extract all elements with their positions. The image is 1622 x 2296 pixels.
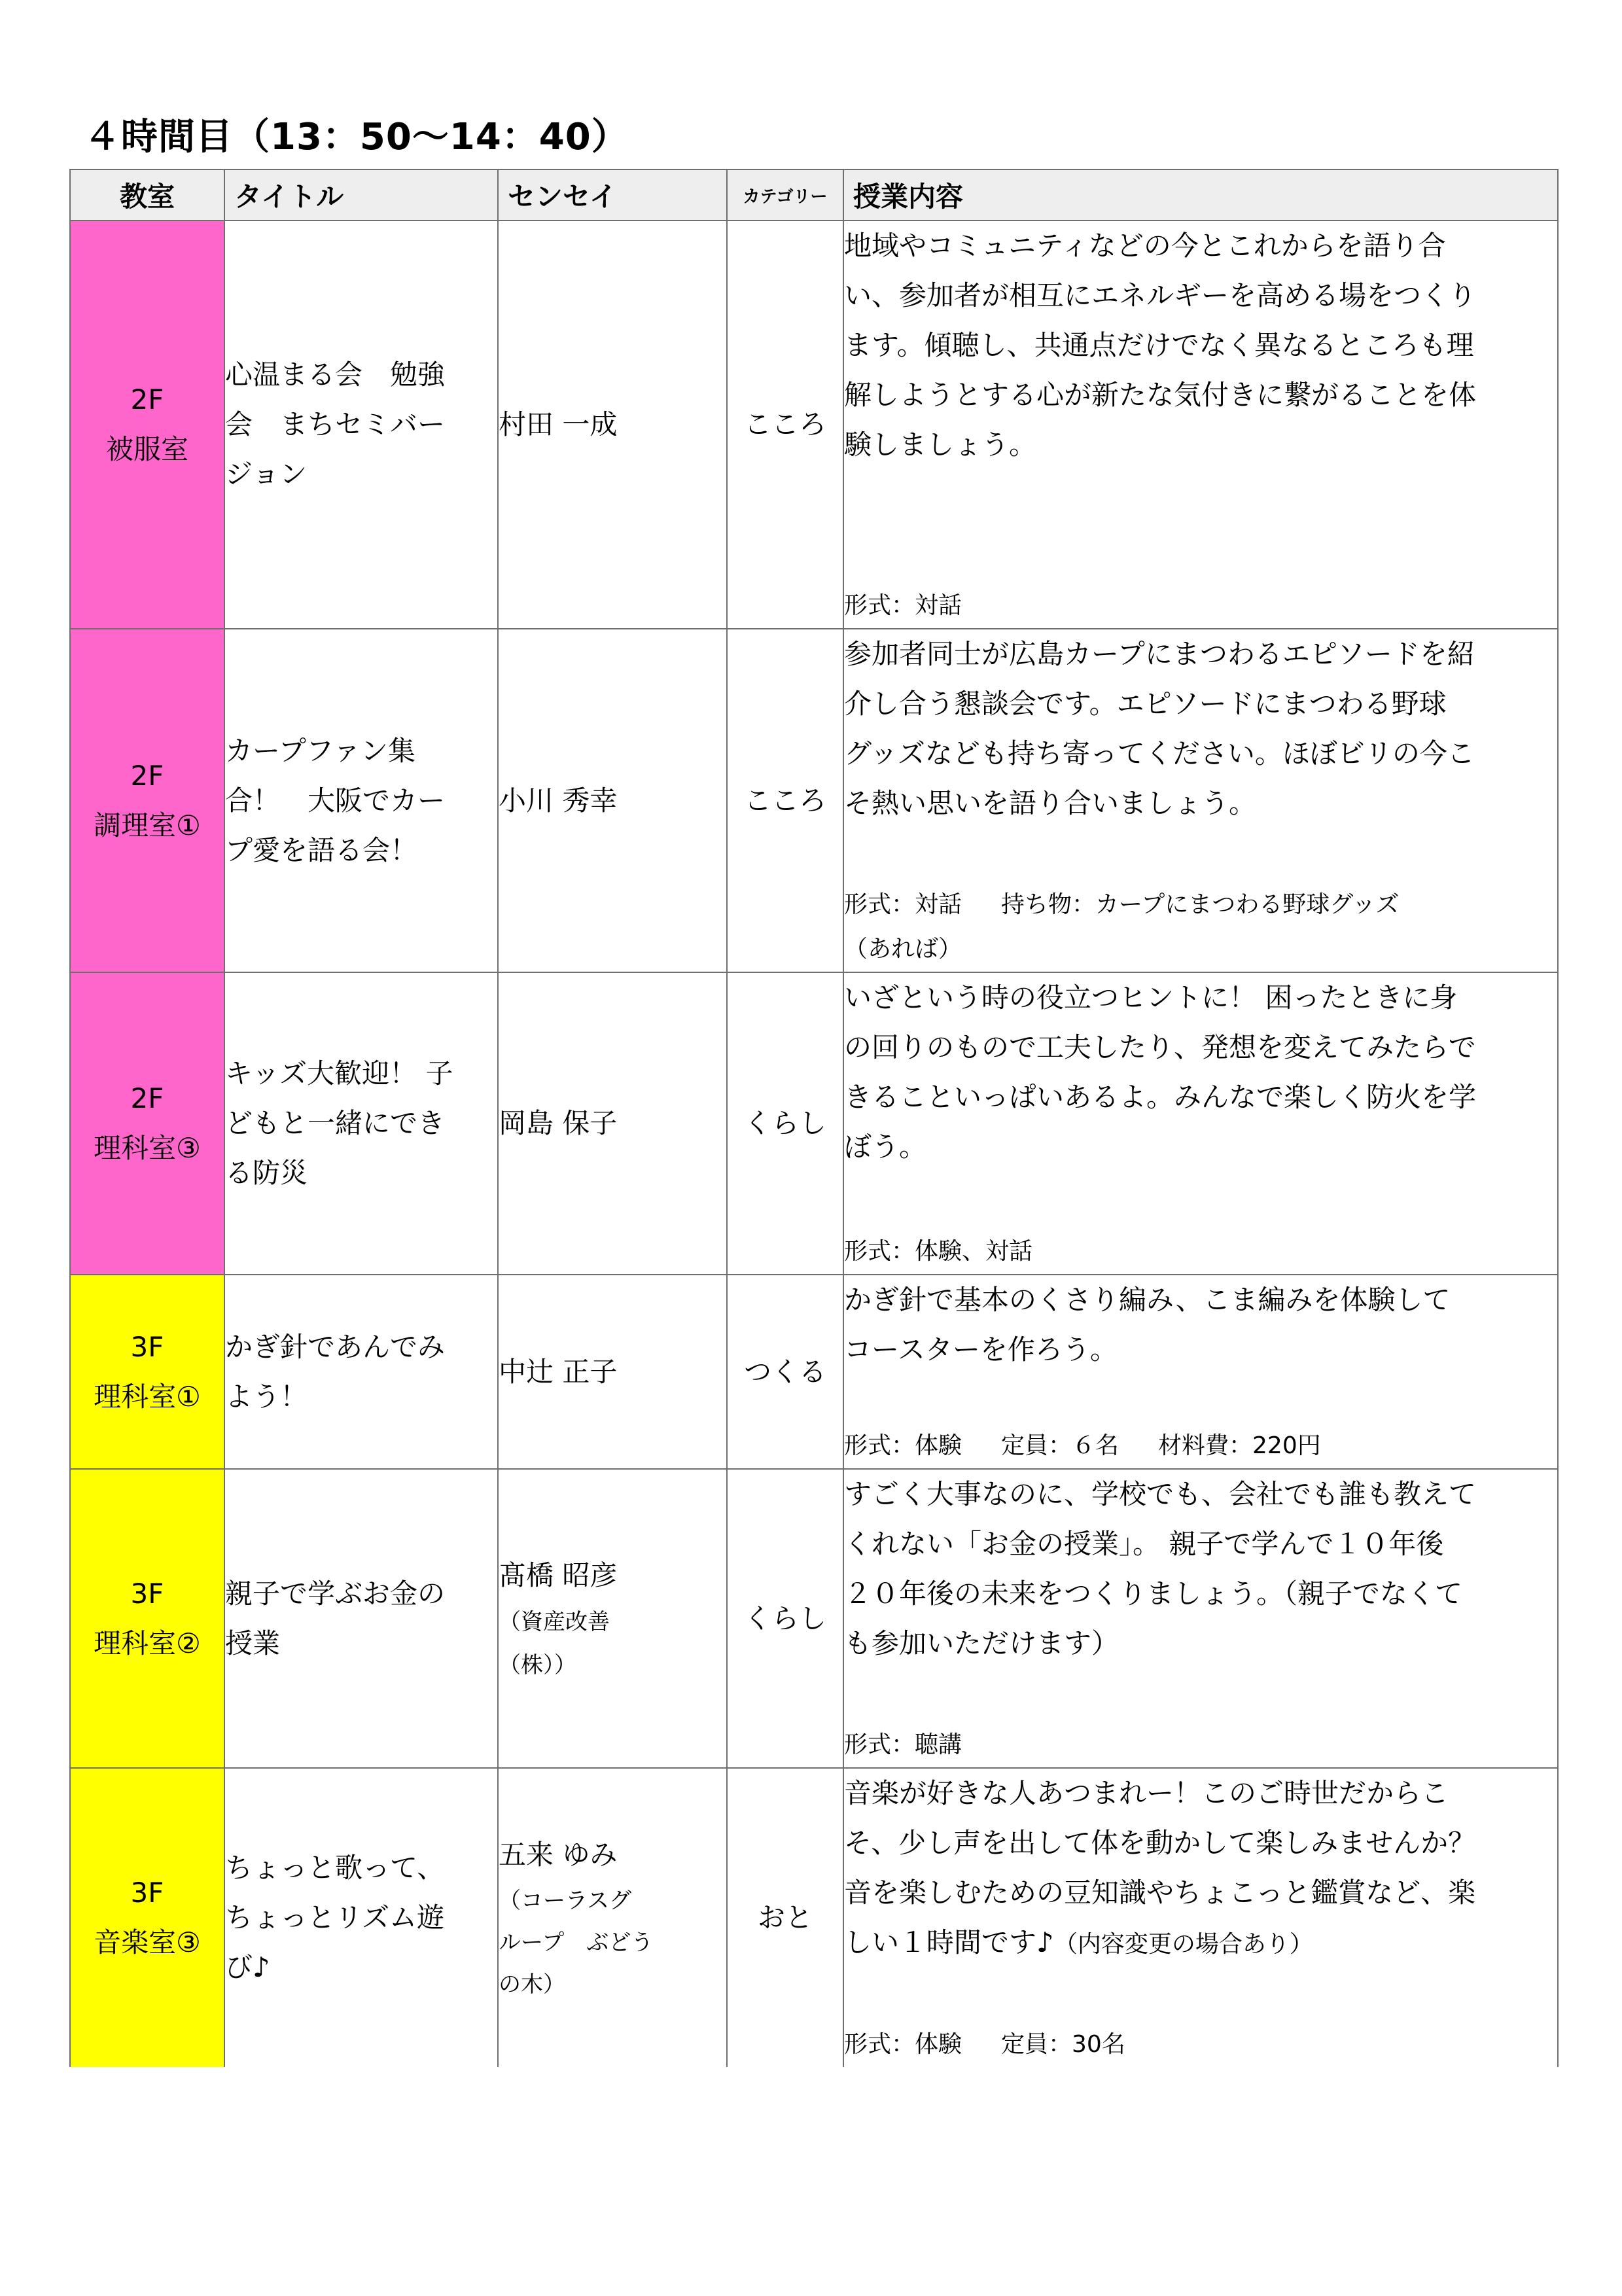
room-name: 調理室① [94,809,201,841]
teacher-name: 村田 一成 [499,408,618,440]
desc-note: （内容変更の場合あり） [1053,1931,1313,1958]
category-label: くらし [743,1602,826,1634]
title-cell [224,221,498,629]
teacher-name: 小川 秀幸 [499,784,618,817]
teacher-name: 五来 ゆみ [499,1839,618,1871]
table-row [70,972,1558,1275]
room-cell [70,1275,224,1469]
teacher-cell [498,629,727,972]
room-cell [70,972,224,1275]
column-header-category: カテゴリー [727,169,843,221]
teacher-name: 中辻 正子 [499,1355,618,1388]
desc-line: も参加いただけます） [844,1627,1120,1659]
category-label: こころ [743,408,826,440]
category-label: おと [757,1901,813,1934]
title-line: 合！ 大阪でカー [225,784,446,817]
room-floor: 3F [130,1330,164,1363]
desc-line: いざという時の役立つヒントに！ 困ったときに身 [844,981,1458,1014]
title-line: ちょっと歌って、 [225,1852,445,1884]
room-floor: 2F [130,1082,164,1114]
title-cell [224,1469,498,1768]
desc-line: ２０年後の未来をつくりましょう。（親子でなくて [844,1578,1463,1610]
format-extra: 材料費：220円 [1158,1432,1321,1459]
format-label: 形式：体験 [844,1432,962,1459]
title-cell [224,629,498,972]
category-cell [727,1768,843,2067]
format-extra: 定員：６名 [1001,1432,1120,1459]
content-description [844,1275,1557,1375]
table-row [70,1275,1558,1469]
content-format [844,1424,1557,1468]
room-name: 理科室② [94,1627,201,1659]
format-extra: 持ち物：カープにまつわる野球グッズ [1001,891,1400,918]
table-row [70,629,1558,972]
format-label: 形式：体験 [844,2031,962,2058]
teacher-cell [498,1275,727,1469]
schedule-table [69,169,1559,2067]
teacher-name: 岡島 保子 [499,1107,618,1139]
desc-line: の回りのもので工夫したり、発想を変えてみたらで [844,1031,1476,1063]
format-label: 形式：対話 [844,891,962,918]
column-header-room: 教室 [70,169,224,221]
teacher-affiliation: （コーラスグ [499,1888,631,1914]
desc-line: 音楽が好きな人あつまれー！このご時世だからこ [844,1777,1449,1809]
room-floor: 3F [130,1577,164,1610]
teacher-affiliation: ループ ぶどう [499,1930,654,1956]
title-line: ちょっとリズム遊 [225,1901,445,1934]
desc-line: 解しようとする心が新たな気付きに繋がることを体 [844,379,1477,411]
title-line: よう！ [225,1380,308,1413]
title-line: どもと一緒にでき [225,1107,446,1139]
room-name: 理科室① [94,1380,201,1413]
content-format [844,1723,1557,1767]
title-line: 心温まる会 勉強 [225,359,446,391]
format-extra: （あれば） [844,936,962,963]
category-label: こころ [743,784,826,817]
category-label: つくる [743,1355,826,1388]
page-title: ４時間目（13：50～14：40） [84,116,629,158]
teacher-affiliation: の木） [499,1971,565,1998]
title-line: プ愛を語る会！ [225,834,418,866]
title-line: る防災 [225,1157,308,1189]
content-cell [843,1275,1558,1469]
room-name: 被服室 [105,433,188,465]
room-cell [70,629,224,972]
desc-line: い、参加者が相互にエネルギーを高める場をつくり [844,279,1477,311]
format-label: 形式：体験、対話 [844,1238,1033,1265]
desc-line: きることいっぱいあるよ。みんなで楽しく防火を学 [844,1081,1477,1113]
room-name: 音楽室③ [94,1926,201,1958]
content-description [844,973,1557,1172]
teacher-cell [498,221,727,629]
content-format [844,883,1557,972]
content-cell [843,629,1558,972]
room-name: 理科室③ [94,1132,201,1164]
content-format [844,584,1557,628]
content-description [844,1769,1557,1969]
title-line: かぎ針であんでみ [225,1330,446,1363]
teacher-org: （株）） [499,1651,576,1678]
category-cell [727,629,843,972]
column-header-content: 授業内容 [843,169,1558,221]
desc-line: 地域やコミュニティなどの今とこれからを語り合 [844,230,1446,262]
desc-line: ぼう。 [844,1131,927,1163]
content-description [844,1470,1557,1669]
desc-line: 介し合う懇談会です。エピソードにまつわる野球 [844,688,1447,720]
column-header-title: タイトル [224,169,498,221]
title-line: ジョン [225,458,308,490]
table-row [70,1768,1558,2067]
content-cell [843,1469,1558,1768]
title-line: び♪ [225,1951,270,1983]
title-line: カープファン集 [225,734,416,767]
title-line: 会 まちセミバー [225,408,446,440]
column-header-teacher: センセイ [498,169,727,221]
content-description [844,629,1557,828]
category-cell [727,1469,843,1768]
format-extra: 定員：30名 [1001,2031,1125,2058]
teacher-cell [498,1469,727,1768]
title-cell [224,1275,498,1469]
content-format [844,1229,1557,1274]
desc-line: そ、少し声を出して体を動かして楽しみませんか？ [844,1827,1476,1859]
title-cell [224,1768,498,2067]
title-line: キッズ大歓迎！ 子 [225,1057,453,1089]
desc-line: 験しましょう。 [844,429,1037,461]
teacher-name: 髙橋 昭彦 [499,1559,618,1591]
table-header-row [70,169,1558,221]
desc-line: くれない「お金の授業」。 親子で学んで１０年後 [844,1528,1444,1560]
teacher-cell [498,972,727,1275]
room-floor: 3F [130,1877,164,1909]
format-label: 形式：対話 [844,592,962,619]
table-row [70,1469,1558,1768]
content-description [844,221,1557,470]
category-cell [727,1275,843,1469]
desc-line: コースターを作ろう。 [844,1333,1118,1366]
desc-text: しい１時間です♪ [844,1926,1054,1958]
desc-line: かぎ針で基本のくさり編み、こま編みを体験して [844,1284,1451,1316]
room-cell [70,1469,224,1768]
desc-line: ます。傾聴し、共通点だけでなく異なるところも理 [844,329,1474,361]
room-floor: 2F [130,383,164,415]
content-cell [843,972,1558,1275]
desc-line [844,1918,1557,1969]
desc-line: そ熱い思いを語り合いましょう。 [844,787,1257,819]
category-label: くらし [743,1107,826,1139]
room-cell [70,221,224,629]
table-row [70,221,1558,629]
content-format [844,2022,1557,2067]
title-line: 授業 [225,1627,281,1659]
category-cell [727,972,843,1275]
teacher-org: （資産改善 [499,1608,610,1635]
desc-line: 参加者同士が広島カープにまつわるエピソードを紹 [844,638,1475,670]
desc-line: グッズなども持ち寄ってください。ほぼビリの今こ [844,737,1475,769]
room-floor: 2F [130,759,164,792]
desc-line: 音を楽しむための豆知識やちょこっと鑑賞など、楽 [844,1877,1476,1909]
content-cell [843,221,1558,629]
title-cell [224,972,498,1275]
teacher-cell [498,1768,727,2067]
desc-line: すごく大事なのに、学校でも、会社でも誰も教えて [844,1478,1477,1510]
content-cell [843,1768,1558,2067]
format-label: 形式：聴講 [844,1731,962,1758]
category-cell [727,221,843,629]
title-line: 親子で学ぶお金の [225,1577,446,1610]
room-cell [70,1768,224,2067]
